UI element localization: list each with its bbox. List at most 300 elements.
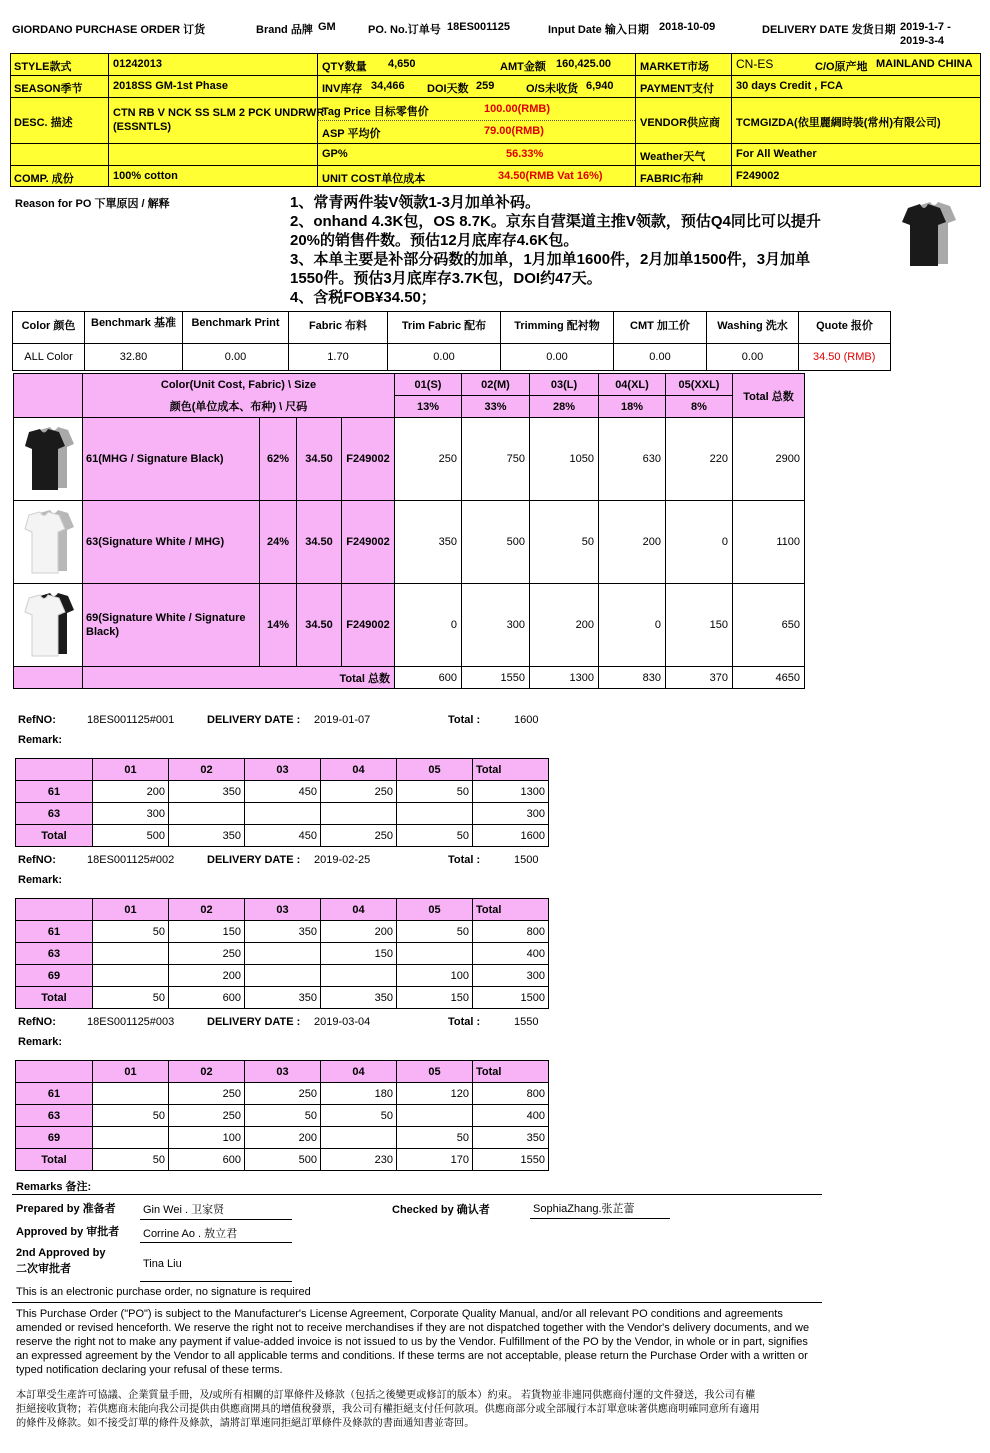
fabric-label: FABRIC布种	[640, 173, 703, 185]
size-ratio: 13%	[395, 396, 462, 418]
cost-header: Trim Fabric 配布	[388, 312, 501, 344]
table-cell: 450	[245, 781, 321, 803]
table-cell	[16, 1061, 93, 1083]
refno-label: RefNO:	[18, 1016, 56, 1028]
table-cell: 50	[397, 781, 473, 803]
table-cell: 100	[169, 1127, 245, 1149]
table-cell: 01	[93, 1061, 169, 1083]
table-cell: 250	[169, 943, 245, 965]
size-ratio: 18%	[599, 396, 666, 418]
origin-value: MAINLAND CHINA	[876, 58, 973, 70]
approved-by: Corrine Ao . 敖立君	[143, 1228, 238, 1240]
reason-line: 2、onhand 4.3K包，OS 8.7K。京东自营渠道主推V领款，预估Q4同比可以提升	[290, 213, 821, 230]
divider	[10, 75, 981, 76]
table-row	[16, 803, 549, 825]
second-approved-label-cn: 二次审批者	[16, 1263, 71, 1275]
color-row	[14, 501, 805, 584]
refno-value: 18ES001125#003	[87, 1016, 175, 1028]
table-cell: Total	[473, 899, 549, 921]
tag-price-value: 100.00(RMB)	[484, 103, 551, 115]
table-cell: 69	[16, 1127, 93, 1149]
divider	[10, 97, 981, 98]
table-cell: 03	[245, 1061, 321, 1083]
amt-label: AMT金额	[500, 61, 546, 73]
delivery-date-value: 2019-03-04	[314, 1016, 371, 1028]
table-cell: 1600	[473, 825, 549, 847]
refno-label: RefNO:	[18, 714, 56, 726]
table-cell: 250	[169, 1105, 245, 1127]
table-cell	[245, 965, 321, 987]
cost-header: Benchmark Print	[183, 312, 289, 344]
table-cell: 61	[16, 921, 93, 943]
table-row	[16, 759, 549, 781]
delivery-date-value: 2019-01-07	[314, 714, 371, 726]
cost-header: Quote 报价	[799, 312, 891, 344]
remarks-label: Remarks 备注:	[16, 1181, 92, 1193]
cost-header: Trimming 配衬物	[501, 312, 614, 344]
size-ratio: 28%	[530, 396, 599, 418]
cost-value-row	[13, 344, 891, 371]
table-cell	[321, 1127, 397, 1149]
unit-cost-label: UNIT COST单位成本	[322, 173, 426, 185]
prepared-by: Gin Wei . 卫家贤	[143, 1204, 225, 1216]
table-row	[16, 1105, 549, 1127]
table-cell: 400	[473, 1105, 549, 1127]
table-cell	[14, 667, 83, 689]
table-cell: 01	[93, 759, 169, 781]
table-cell: 02	[169, 899, 245, 921]
table-cell: Total	[473, 1061, 549, 1083]
table-cell: 450	[245, 825, 321, 847]
desc-value-line2: (ESSNTLS)	[113, 121, 172, 133]
table-cell: 61	[16, 1083, 93, 1105]
table-cell	[16, 899, 93, 921]
table-cell: 50	[93, 921, 169, 943]
size-ratio: 33%	[462, 396, 530, 418]
style-label: STYLE款式	[14, 61, 72, 73]
delivery-total-value: 1600	[514, 714, 539, 726]
size-breakdown-table	[13, 373, 805, 689]
qty-cell: 300	[462, 584, 530, 667]
color-ratio: 14%	[260, 584, 297, 667]
table-cell	[321, 803, 397, 825]
market-label: MARKET市场	[640, 61, 710, 73]
table-row	[16, 1127, 549, 1149]
shirt-pack-black-grey-icon	[898, 198, 958, 268]
terms-chinese	[16, 1389, 760, 1431]
terms-line: This Purchase Order ("PO") is subject to the Manufacturer's License Agreement, Corporate Quality Manual, and/or all relevant PO conditions and agreements	[16, 1308, 783, 1320]
delivery-total-label: Total :	[448, 854, 481, 866]
row-total: 650	[733, 584, 805, 667]
table-cell: 150	[169, 921, 245, 943]
remark-label: Remark:	[18, 874, 63, 886]
size-ratio: 8%	[666, 396, 733, 418]
color-fabric: F249002	[342, 584, 395, 667]
unit-cost-value: 34.50(RMB Vat 16%)	[498, 170, 603, 182]
remark-label: Remark:	[18, 1036, 63, 1048]
desc-label: DESC. 描述	[14, 117, 73, 129]
table-row	[16, 1149, 549, 1171]
table-row	[16, 987, 549, 1009]
asp-value: 79.00(RMB)	[484, 125, 544, 137]
delivery-date-label: DELIVERY DATE :	[207, 1016, 301, 1028]
size-header: 05(XXL)	[666, 374, 733, 396]
size-header: 04(XL)	[599, 374, 666, 396]
table-cell: 350	[473, 1127, 549, 1149]
table-cell: 50	[397, 1127, 473, 1149]
qty-cell: 150	[666, 584, 733, 667]
table-cell: 180	[321, 1083, 397, 1105]
cost-header: Washing 洗水	[707, 312, 799, 344]
table-cell: Total	[16, 1149, 93, 1171]
season-label: SEASON季节	[14, 83, 83, 95]
table-cell: Total	[16, 825, 93, 847]
table-cell	[169, 803, 245, 825]
row-total: 2900	[733, 418, 805, 501]
cost-value: 0.00	[388, 344, 501, 371]
divider	[530, 1218, 670, 1219]
cost-value: 0.00	[614, 344, 707, 371]
table-row	[16, 921, 549, 943]
table-cell: 63	[16, 803, 93, 825]
cost-value: ALL Color	[13, 344, 85, 371]
os-value: 6,940	[586, 80, 614, 92]
reason-text	[290, 193, 821, 307]
shirt-pack-white-grey-icon	[14, 501, 83, 584]
size-header: 02(M)	[462, 374, 530, 396]
doi-value: 259	[476, 80, 495, 92]
qty-cell: 750	[462, 418, 530, 501]
cost-header: Fabric 布料	[289, 312, 388, 344]
table-cell: 1300	[473, 781, 549, 803]
color-fabric: F249002	[342, 501, 395, 584]
terms-line: 本訂單受生產許可協議、企業質量手冊，及/或所有相關的訂單條件及條款（包括之後變更或修訂的版本）約束。 若貨物並非連同供應商付運的文件發送，我公司有權	[16, 1390, 756, 1401]
table-cell: Total	[16, 987, 93, 1009]
table-cell: 200	[245, 1127, 321, 1149]
table-cell	[16, 759, 93, 781]
table-cell: 800	[473, 1083, 549, 1105]
grand-total: 4650	[733, 667, 805, 689]
table-cell: 230	[321, 1149, 397, 1171]
divider	[140, 1281, 292, 1282]
reason-line: 20%的销售件数。预估12月底库存4.6K包。	[290, 232, 579, 249]
table-cell: 600	[169, 987, 245, 1009]
table-cell: 04	[321, 899, 397, 921]
delivery-date-label: DELIVERY DATE 发货日期	[762, 24, 896, 36]
payment-label: PAYMENT支付	[640, 83, 714, 95]
size-table-header: Color(Unit Cost, Fabric) \ Size	[83, 374, 395, 396]
cost-header: Color 颜色	[13, 312, 85, 344]
table-cell: 50	[321, 1105, 397, 1127]
reason-label: Reason for PO 下單原因 / 解释	[15, 198, 170, 210]
second-approved-label: 2nd Approved by	[16, 1247, 106, 1259]
payment-value: 30 days Credit , FCA	[736, 80, 843, 92]
table-cell: 250	[321, 825, 397, 847]
divider	[140, 1242, 292, 1243]
brand-label: Brand 品牌	[256, 24, 313, 36]
table-cell: 04	[321, 1061, 397, 1083]
qty-cell: 220	[666, 418, 733, 501]
table-cell: 500	[245, 1149, 321, 1171]
table-cell	[245, 943, 321, 965]
table-cell: 350	[321, 987, 397, 1009]
cost-header-row	[13, 312, 891, 344]
table-row	[16, 899, 549, 921]
table-cell	[245, 803, 321, 825]
cost-value: 32.80	[85, 344, 183, 371]
delivery-table	[15, 898, 549, 1009]
cost-breakdown-table	[12, 311, 891, 371]
table-row	[14, 396, 805, 418]
divider	[12, 1302, 822, 1303]
color-cost: 34.50	[297, 501, 342, 584]
asp-label: ASP 平均价	[322, 128, 381, 140]
color-row	[14, 418, 805, 501]
terms-line: 的條件及條款。如不接受訂單的條件及條款，請將訂單連同拒絕訂單條件及條款的書面通知書並寄回。	[16, 1418, 475, 1429]
table-cell: 50	[93, 987, 169, 1009]
delivery-total-value: 1550	[514, 1016, 539, 1028]
terms-line: amended or revised henceforth. We reserve the right not to receive merchandises if they are not dispatched together with the Vendor's delivery documents, and we	[16, 1322, 810, 1334]
table-cell: 61	[16, 781, 93, 803]
table-cell: 63	[16, 1105, 93, 1127]
table-cell: 03	[245, 759, 321, 781]
total-header: Total 总数	[733, 374, 805, 418]
table-cell: 1500	[473, 987, 549, 1009]
qty-cell: 250	[395, 418, 462, 501]
qty-cell: 350	[395, 501, 462, 584]
table-cell: 50	[397, 825, 473, 847]
table-cell	[397, 803, 473, 825]
table-cell: 350	[169, 825, 245, 847]
color-name: 69(Signature White / Signature Black)	[83, 584, 260, 667]
terms-line: typed notification declaring your refusal of these terms.	[16, 1364, 283, 1376]
table-row	[16, 965, 549, 987]
cost-header: Benchmark 基准	[85, 312, 183, 344]
table-cell: 63	[16, 943, 93, 965]
table-cell: 05	[397, 899, 473, 921]
delivery-date-value: 2019-02-25	[314, 854, 371, 866]
terms-english	[16, 1307, 809, 1377]
table-cell: 69	[16, 965, 93, 987]
qty-cell: 0	[395, 584, 462, 667]
grand-total-label: Total 总数	[83, 667, 395, 689]
delivery-date-range: 2019-1-7 -	[900, 21, 951, 33]
qty-cell: 200	[599, 501, 666, 584]
vendor-value: TCMGIZDA(依里麗綢時裝(常州)有限公司)	[736, 117, 941, 129]
composition-label: COMP. 成份	[14, 173, 74, 185]
color-name: 63(Signature White / MHG)	[83, 501, 260, 584]
color-row	[14, 584, 805, 667]
cost-value: 0.00	[707, 344, 799, 371]
table-cell: 02	[169, 1061, 245, 1083]
table-cell: 150	[321, 943, 397, 965]
table-row	[16, 1083, 549, 1105]
qty-cell: 0	[666, 501, 733, 584]
weather-value: For All Weather	[736, 148, 817, 160]
size-total: 1300	[530, 667, 599, 689]
table-cell	[397, 1105, 473, 1127]
table-cell: 350	[245, 921, 321, 943]
qty-cell: 1050	[530, 418, 599, 501]
table-cell: 50	[93, 1105, 169, 1127]
divider	[10, 165, 981, 166]
delivery-table	[15, 758, 549, 847]
fabric-value: F249002	[736, 170, 780, 182]
composition-value: 100% cotton	[113, 170, 178, 182]
cost-value: 0.00	[183, 344, 289, 371]
table-cell	[93, 943, 169, 965]
size-header: 01(S)	[395, 374, 462, 396]
weather-label: Weather天气	[640, 151, 706, 163]
color-ratio: 62%	[260, 418, 297, 501]
delivery-date-label: DELIVERY DATE :	[207, 854, 301, 866]
table-cell	[14, 374, 83, 418]
qty-label: QTY数量	[322, 61, 367, 73]
cost-header: CMT 加工价	[614, 312, 707, 344]
gp-label: GP%	[322, 148, 348, 160]
delivery-date-range-end: 2019-3-4	[900, 35, 945, 47]
shirt-pack-white-black-icon	[14, 584, 83, 667]
brand-value: GM	[318, 21, 336, 33]
reason-line: 4、含税FOB¥34.50；	[290, 289, 436, 306]
terms-line: 拒絕接收貨物；若供應商未能向我公司提供由供應商開具的增值稅發票，我公司有權拒絕支付任何款項。供應商部分或全部履行本訂單意味著供應商明確同意所有適用	[16, 1404, 760, 1415]
table-cell	[93, 1127, 169, 1149]
table-row	[16, 1061, 549, 1083]
size-header: 03(L)	[530, 374, 599, 396]
table-cell: 350	[245, 987, 321, 1009]
doi-label: DOI天数	[427, 83, 469, 95]
refno-value: 18ES001125#001	[87, 714, 175, 726]
os-label: O/S未收货	[526, 83, 578, 95]
divider	[317, 120, 635, 121]
checked-by: SophiaZhang.张芷蕾	[533, 1203, 635, 1215]
input-date-label: Input Date 输入日期	[548, 24, 649, 36]
po-number: 18ES001125	[447, 21, 511, 33]
remark-label: Remark:	[18, 734, 63, 746]
table-cell: 05	[397, 1061, 473, 1083]
table-cell: 300	[473, 965, 549, 987]
table-cell: 200	[321, 921, 397, 943]
color-fabric: F249002	[342, 418, 395, 501]
cost-value: 1.70	[289, 344, 388, 371]
qty-cell: 630	[599, 418, 666, 501]
inv-label: INV库存	[322, 83, 363, 95]
terms-line: an expressed agreement by the Vendor to all applicable terms and conditions. If these terms are not acceptable, please return the Purchase Order with a written or	[16, 1350, 808, 1362]
po-label: PO. No.订单号	[368, 24, 441, 36]
table-cell: 50	[93, 1149, 169, 1171]
table-cell	[397, 943, 473, 965]
table-cell: 800	[473, 921, 549, 943]
delivery-date-label: DELIVERY DATE :	[207, 714, 301, 726]
divider	[10, 143, 981, 144]
table-cell: 250	[321, 781, 397, 803]
vendor-label: VENDOR供应商	[640, 117, 721, 129]
qty-cell: 50	[530, 501, 599, 584]
input-date: 2018-10-09	[659, 21, 716, 33]
row-total: 1100	[733, 501, 805, 584]
market-value: CN-ES	[736, 57, 774, 71]
gp-value: 56.33%	[506, 148, 544, 160]
season-value: 2018SS GM-1st Phase	[113, 80, 228, 92]
qty-value: 4,650	[388, 58, 416, 70]
reason-line: 3、本单主要是补部分码数的加单，1月加单1600件，2月加单1500件，3月加单	[290, 251, 811, 268]
terms-line: reserve the right not to make any payment if value-added invoice is not issued to us by the Vendor. Fulfillment of the PO by the Vendor, in whole or in part, signifies	[16, 1336, 808, 1348]
table-cell: 150	[397, 987, 473, 1009]
second-approved-by: Tina Liu	[143, 1258, 182, 1270]
approved-label: Approved by 审批者	[16, 1226, 120, 1238]
table-row	[16, 781, 549, 803]
color-name: 61(MHG / Signature Black)	[83, 418, 260, 501]
table-cell: 05	[397, 759, 473, 781]
table-cell	[321, 965, 397, 987]
refno-label: RefNO:	[18, 854, 56, 866]
quote-value: 34.50 (RMB)	[799, 344, 891, 371]
table-cell: 500	[93, 825, 169, 847]
size-total: 830	[599, 667, 666, 689]
origin-label: C/O原产地	[815, 61, 868, 73]
table-cell	[93, 1083, 169, 1105]
qty-cell: 200	[530, 584, 599, 667]
table-cell: 300	[473, 803, 549, 825]
table-cell	[93, 965, 169, 987]
table-row	[14, 374, 805, 396]
table-cell: Total	[473, 759, 549, 781]
amt-value: 160,425.00	[556, 58, 612, 70]
table-cell: 300	[93, 803, 169, 825]
divider	[140, 1219, 292, 1220]
table-cell: 200	[169, 965, 245, 987]
delivery-total-value: 1500	[514, 854, 539, 866]
table-row	[16, 943, 549, 965]
table-cell: 200	[93, 781, 169, 803]
color-cost: 34.50	[297, 418, 342, 501]
color-cost: 34.50	[297, 584, 342, 667]
qty-cell: 0	[599, 584, 666, 667]
size-total-row	[14, 667, 805, 689]
table-cell: 50	[245, 1105, 321, 1127]
electronic-notice: This is an electronic purchase order, no signature is required	[16, 1286, 311, 1298]
table-cell: 170	[397, 1149, 473, 1171]
reason-line: 1550件。预估3月底库存3.7K包，DOI约47天。	[290, 270, 602, 287]
delivery-total-label: Total :	[448, 1016, 481, 1028]
reason-line: 1、常青两件装V领款1-3月加单补码。	[290, 194, 541, 211]
delivery-table	[15, 1060, 549, 1171]
size-total: 370	[666, 667, 733, 689]
table-row	[16, 825, 549, 847]
size-total: 1550	[462, 667, 530, 689]
cost-value: 0.00	[501, 344, 614, 371]
shirt-pack-black-grey-icon	[14, 418, 83, 501]
qty-cell: 500	[462, 501, 530, 584]
table-cell: 1550	[473, 1149, 549, 1171]
tag-price-label: Tag Price 目标零售价	[322, 106, 429, 118]
table-cell: 350	[169, 781, 245, 803]
table-cell: 600	[169, 1149, 245, 1171]
size-table-header-cn: 颜色(单位成本、布种) \ 尺码	[83, 396, 395, 418]
table-cell: 03	[245, 899, 321, 921]
style-value: 01242013	[113, 58, 162, 70]
delivery-total-label: Total :	[448, 714, 481, 726]
table-cell: 100	[397, 965, 473, 987]
prepared-label: Prepared by 准备者	[16, 1203, 116, 1215]
table-cell: 120	[397, 1083, 473, 1105]
table-cell: 02	[169, 759, 245, 781]
table-cell: 250	[169, 1083, 245, 1105]
desc-value: CTN RB V NCK SS SLM 2 PCK UNDRWR	[113, 107, 325, 119]
inv-value: 34,466	[371, 80, 405, 92]
table-cell: 50	[397, 921, 473, 943]
table-cell: 250	[245, 1083, 321, 1105]
